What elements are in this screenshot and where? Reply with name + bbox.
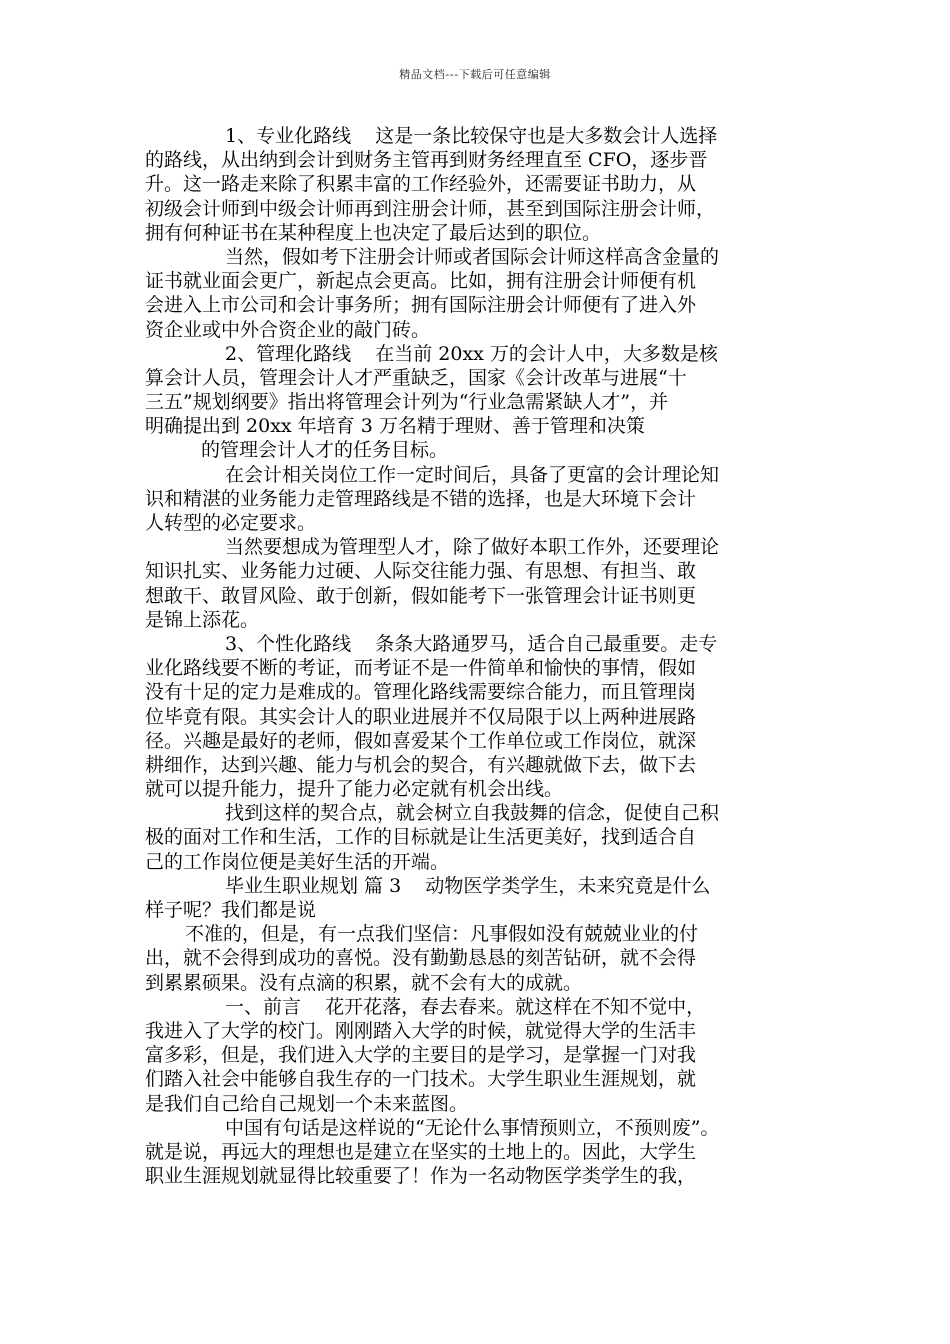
text-line: 初级会计师到中级会计师再到注册会计师，甚至到国际注册会计师，: [145, 197, 716, 220]
text-line: 没有十足的定力是难成的。管理化路线需要综合能力，而且管理岗: [145, 681, 697, 704]
text-line: 职业生涯规划就显得比较重要了！作为一名动物医学类学生的我，: [145, 1165, 697, 1188]
text-line: 己的工作岗位便是美好生活的开端。: [145, 850, 450, 873]
text-line: 耕细作，达到兴趣、能力与机会的契合，有兴趣就做下去，做下去: [145, 753, 697, 776]
text-line: 径。兴趣是最好的老师，假如喜爱某个工作单位或工作岗位，就深: [145, 729, 697, 752]
text-line: 想敢干、敢冒风险、敢于创新，假如能考下一张管理会计证书则更: [145, 584, 697, 607]
text-line: 会进入上市公司和会计事务所；拥有国际注册会计师便有了进入外: [145, 294, 697, 317]
text-line: 三五”规划纲要》指出将管理会计列为“行业急需紧缺人才”，并: [145, 391, 669, 414]
text-line: 出，就不会得到成功的喜悦。没有勤勤恳恳的刻苦钻研，就不会得: [145, 947, 697, 970]
text-line: 中国有句话是这样说的“无论什么事情预则立，不预则废”。: [225, 1116, 720, 1139]
text-line: 我进入了大学的校门。刚刚踏入大学的时候，就觉得大学的生活丰: [145, 1019, 697, 1042]
text-line: 的路线，从出纳到会计到财务主管再到财务经理直至 CFO，逐步晋: [145, 149, 708, 172]
text-line: 在会计相关岗位工作一定时间后，具备了更富的会计理论知: [225, 463, 720, 486]
text-line: 是锦上添花。: [145, 608, 260, 631]
text-line: 极的面对工作和生活，工作的目标就是让生活更美好，找到适合自: [145, 826, 697, 849]
text-line: 当然要想成为管理型人才，除了做好本职工作外，还要理论: [225, 536, 720, 559]
text-line: 位毕竟有限。其实会计人的职业进展并不仅局限于以上两种进展路: [145, 705, 697, 728]
text-line: 的管理会计人才的任务目标。: [201, 439, 449, 462]
text-line: 到累累硕果。没有点滴的积累，就不会有大的成就。: [145, 971, 583, 994]
text-line: 毕业生职业规划 篇 3 动物医学类学生，未来究竟是什么: [225, 874, 711, 897]
text-line: 富多彩，但是，我们进入大学的主要目的是学习，是掌握一门对我: [145, 1044, 697, 1067]
text-line: 是我们自己给自己规划一个未来蓝图。: [145, 1092, 469, 1115]
text-line: 识和精湛的业务能力走管理路线是不错的选择，也是大环境下会计: [145, 487, 697, 510]
text-line: 不准的，但是，有一点我们坚信：凡事假如没有兢兢业业的付: [185, 923, 699, 946]
text-line: 拥有何种证书在某种程度上也决定了最后达到的职位。: [145, 221, 602, 244]
text-line: 1、专业化路线 这是一条比较保守也是大多数会计人选择: [225, 125, 718, 147]
text-line: 业化路线要不断的考证，而考证不是一件简单和愉快的事情，假如: [145, 657, 697, 680]
text-line: 3、个性化路线 条条大路通罗马，适合自己最重要。走专: [225, 632, 718, 655]
text-line: 明确提出到 20xx 年培育 3 万名精于理财、善于管理和决策: [145, 415, 645, 438]
text-line: 资企业或中外合资企业的敲门砖。: [145, 318, 431, 341]
text-line: 人转型的必定要求。: [145, 512, 317, 534]
text-line: 证书就业面会更广，新起点会更高。比如，拥有注册会计师便有机: [145, 270, 697, 293]
page-header: 精品文档---下载后可任意编辑: [399, 68, 551, 81]
text-line: 一、前言 花开花落，春去春来。就这样在不知不觉中，: [225, 995, 706, 1018]
text-line: 算会计人员，管理会计人才严重缺乏，国家《会计改革与进展“十: [145, 366, 687, 389]
text-line: 升。这一路走来除了积累丰富的工作经验外，还需要证书助力，从: [145, 173, 697, 196]
text-line: 2、管理化路线 在当前 20xx 万的会计人中，大多数是核: [225, 342, 718, 365]
text-line: 找到这样的契合点，就会树立自我鼓舞的信念，促使自己积: [225, 802, 720, 825]
text-line: 就可以提升能力，提升了能力必定就有机会出线。: [145, 778, 564, 801]
text-line: 们踏入社会中能够自我生存的一门技术。大学生职业生涯规划，就: [145, 1068, 697, 1091]
text-line: 知识扎实、业务能力过硬、人际交往能力强、有思想、有担当、敢: [145, 560, 697, 583]
text-line: 就是说，再远大的理想也是建立在坚实的土地上的。因此，大学生: [145, 1140, 697, 1163]
document-body: [145, 124, 825, 1188]
text-line: 样子呢？我们都是说: [145, 899, 317, 921]
text-line: 当然，假如考下注册会计师或者国际会计师这样高含金量的: [225, 245, 720, 268]
